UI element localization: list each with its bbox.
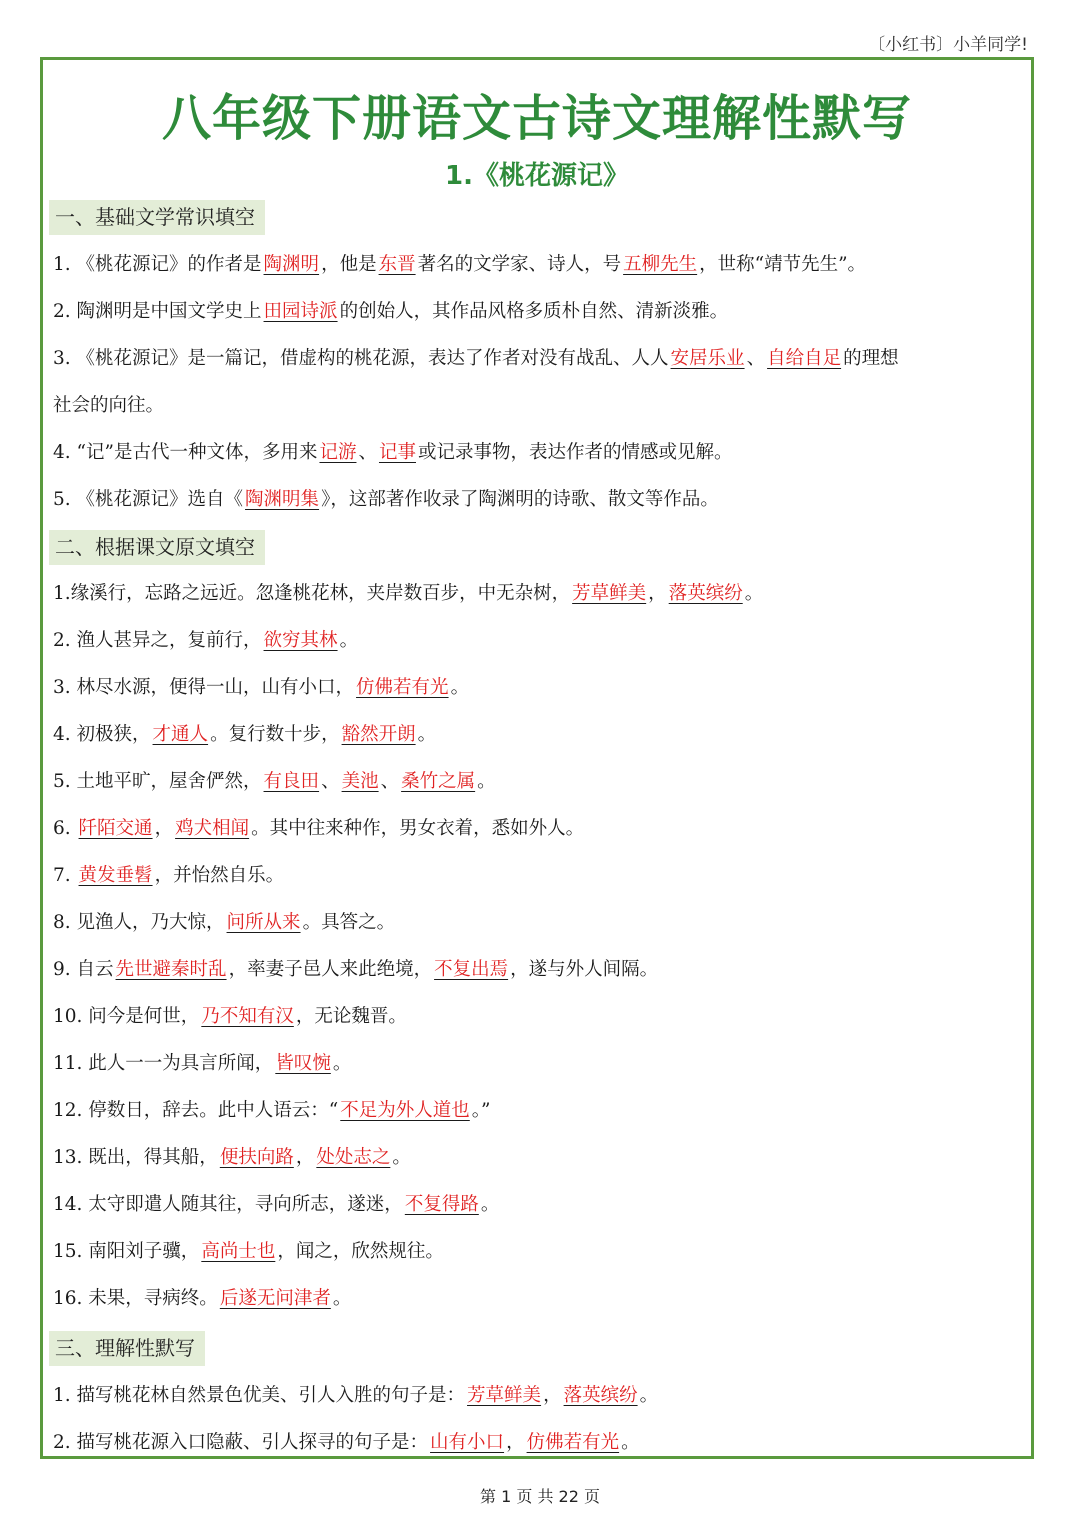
answer: 后遂无问津者 (219, 1288, 331, 1309)
s1-question-3: 3. 《桃花源记》是一篇记，借虚构的桃花源，表达了作者对没有战乱、人人 安居乐业 、 自给自足 的理想 (53, 348, 899, 369)
answer: 落英缤纷 (668, 583, 743, 604)
answer: 才通人 (152, 724, 209, 745)
answer: 乃不知有汉 (201, 1006, 294, 1027)
answer: 黄发垂髫 (78, 865, 153, 886)
answer: 先世避秦时乱 (115, 959, 227, 980)
answer: 陶渊明 (263, 254, 320, 275)
page-title: 八年级下册语文古诗文理解性默写 (161, 90, 912, 147)
answer: 记游 (319, 442, 357, 463)
s2-question-7: 7. 黄发垂髫 ，并怡然自乐。 (53, 865, 285, 886)
answer: 桑竹之属 (401, 771, 476, 792)
answer: 问所从来 (226, 912, 301, 933)
s2-question-1: 1.缘溪行，忘路之远近。忽逢桃花林，夹岸数百步，中无杂树， 芳草鲜美 ， 落英缤纷 。 (53, 583, 764, 604)
s2-question-6: 6. 阡陌交通 ， 鸡犬相闻 。其中往来种作，男女衣着，悉如外人。 (53, 818, 585, 839)
s2-question-3: 3. 林尽水源，便得一山，山有小口， 仿佛若有光 。 (53, 677, 470, 698)
s3-question-1: 1. 描写桃花林自然景色优美、引人入胜的句子是： 芳草鲜美 ， 落英缤纷 。 (53, 1385, 659, 1406)
content-frame (40, 57, 1034, 1459)
answer: 欲穷其林 (263, 630, 338, 651)
answer: 五柳先生 (623, 254, 698, 275)
answer: 仿佛若有光 (526, 1432, 620, 1453)
s1-question-2: 2. 陶渊明是中国文学史上 田园诗派 的创始人，其作品风格多质朴自然、清新淡雅。 (53, 301, 729, 322)
answer: 阡陌交通 (78, 818, 153, 839)
s2-question-2: 2. 渔人甚异之，复前行， 欲穷其林 。 (53, 630, 359, 651)
s2-question-9: 9. 自云 先世避秦时乱 ，率妻子邑人来此绝境， 不复出焉 ，遂与外人间隔。 (53, 959, 659, 980)
s1-question-5: 5. 《桃花源记》选自《 陶渊明集 》，这部著作收录了陶渊明的诗歌、散文等作品。 (53, 489, 719, 510)
s2-question-12: 12. 停数日，辞去。此中人语云：“ 不足为外人道也 。” (53, 1100, 491, 1121)
section-heading-1: 一、基础文学常识填空 (49, 200, 265, 235)
answer: 便扶向路 (219, 1147, 294, 1168)
answer: 落英缤纷 (563, 1385, 638, 1406)
answer: 鸡犬相闻 (175, 818, 250, 839)
s2-question-8: 8. 见渔人，乃大惊， 问所从来 。具答之。 (53, 912, 396, 933)
s1-question-4: 4. “记”是古代一种文体，多用来 记游 、 记事 或记录事物，表达作者的情感或见解。 (53, 442, 733, 463)
watermark: 〔小红书〕小羊同学! (868, 35, 1028, 55)
section-heading-3: 三、理解性默写 (49, 1331, 205, 1366)
page-number: 第 1 页 共 22 页 (480, 1487, 600, 1506)
s3-question-2: 2. 描写桃花源入口隐蔽、引人探寻的句子是： 山有小口 ， 仿佛若有光 。 (53, 1432, 640, 1453)
s2-question-13: 13. 既出，得其船， 便扶向路 ， 处处志之 。 (53, 1147, 411, 1168)
answer: 芳草鲜美 (467, 1385, 542, 1406)
answer: 东晋 (378, 254, 416, 275)
s2-question-16: 16. 未果，寻病终。 后遂无问津者 。 (53, 1288, 352, 1309)
answer: 高尚士也 (201, 1241, 276, 1262)
answer: 豁然开朗 (341, 724, 416, 745)
page-subtitle: 1.《桃花源记》 (445, 161, 629, 191)
answer: 处处志之 (316, 1147, 391, 1168)
s2-question-15: 15. 南阳刘子骥， 高尚士也 ，闻之，欣然规往。 (53, 1241, 444, 1262)
answer: 芳草鲜美 (572, 583, 647, 604)
answer: 不复出焉 (434, 959, 509, 980)
s2-question-4: 4. 初极狭， 才通人 。复行数十步， 豁然开朗 。 (53, 724, 437, 745)
s2-question-11: 11. 此人一一为具言所闻， 皆叹惋 。 (53, 1053, 352, 1074)
answer: 有良田 (263, 771, 320, 792)
s1-question-1: 1. 《桃花源记》的作者是 陶渊明 ，他是 东晋 著名的文学家、诗人，号 五柳先生 ，世称“靖节先生”。 (53, 254, 867, 275)
answer: 记事 (378, 442, 416, 463)
answer: 美池 (341, 771, 379, 792)
answer: 安居乐业 (670, 348, 745, 369)
answer: 自给自足 (767, 348, 842, 369)
answer: 皆叹惋 (275, 1053, 331, 1074)
answer: 不复得路 (404, 1194, 479, 1215)
answer: 田园诗派 (263, 301, 338, 322)
answer: 不足为外人道也 (340, 1100, 470, 1121)
answer: 陶渊明集 (245, 489, 320, 510)
answer: 山有小口 (430, 1432, 505, 1453)
section-heading-2: 二、根据课文原文填空 (49, 530, 265, 565)
s1-question-3-cont: 社会的向往。 (53, 395, 165, 416)
s2-question-14: 14. 太守即遣人随其往，寻向所志，遂迷， 不复得路 。 (53, 1194, 500, 1215)
s2-question-5: 5. 土地平旷，屋舍俨然， 有良田 、 美池 、 桑竹之属 。 (53, 771, 496, 792)
s2-question-10: 10. 问今是何世， 乃不知有汉 ，无论魏晋。 (53, 1006, 407, 1027)
answer: 仿佛若有光 (356, 677, 449, 698)
